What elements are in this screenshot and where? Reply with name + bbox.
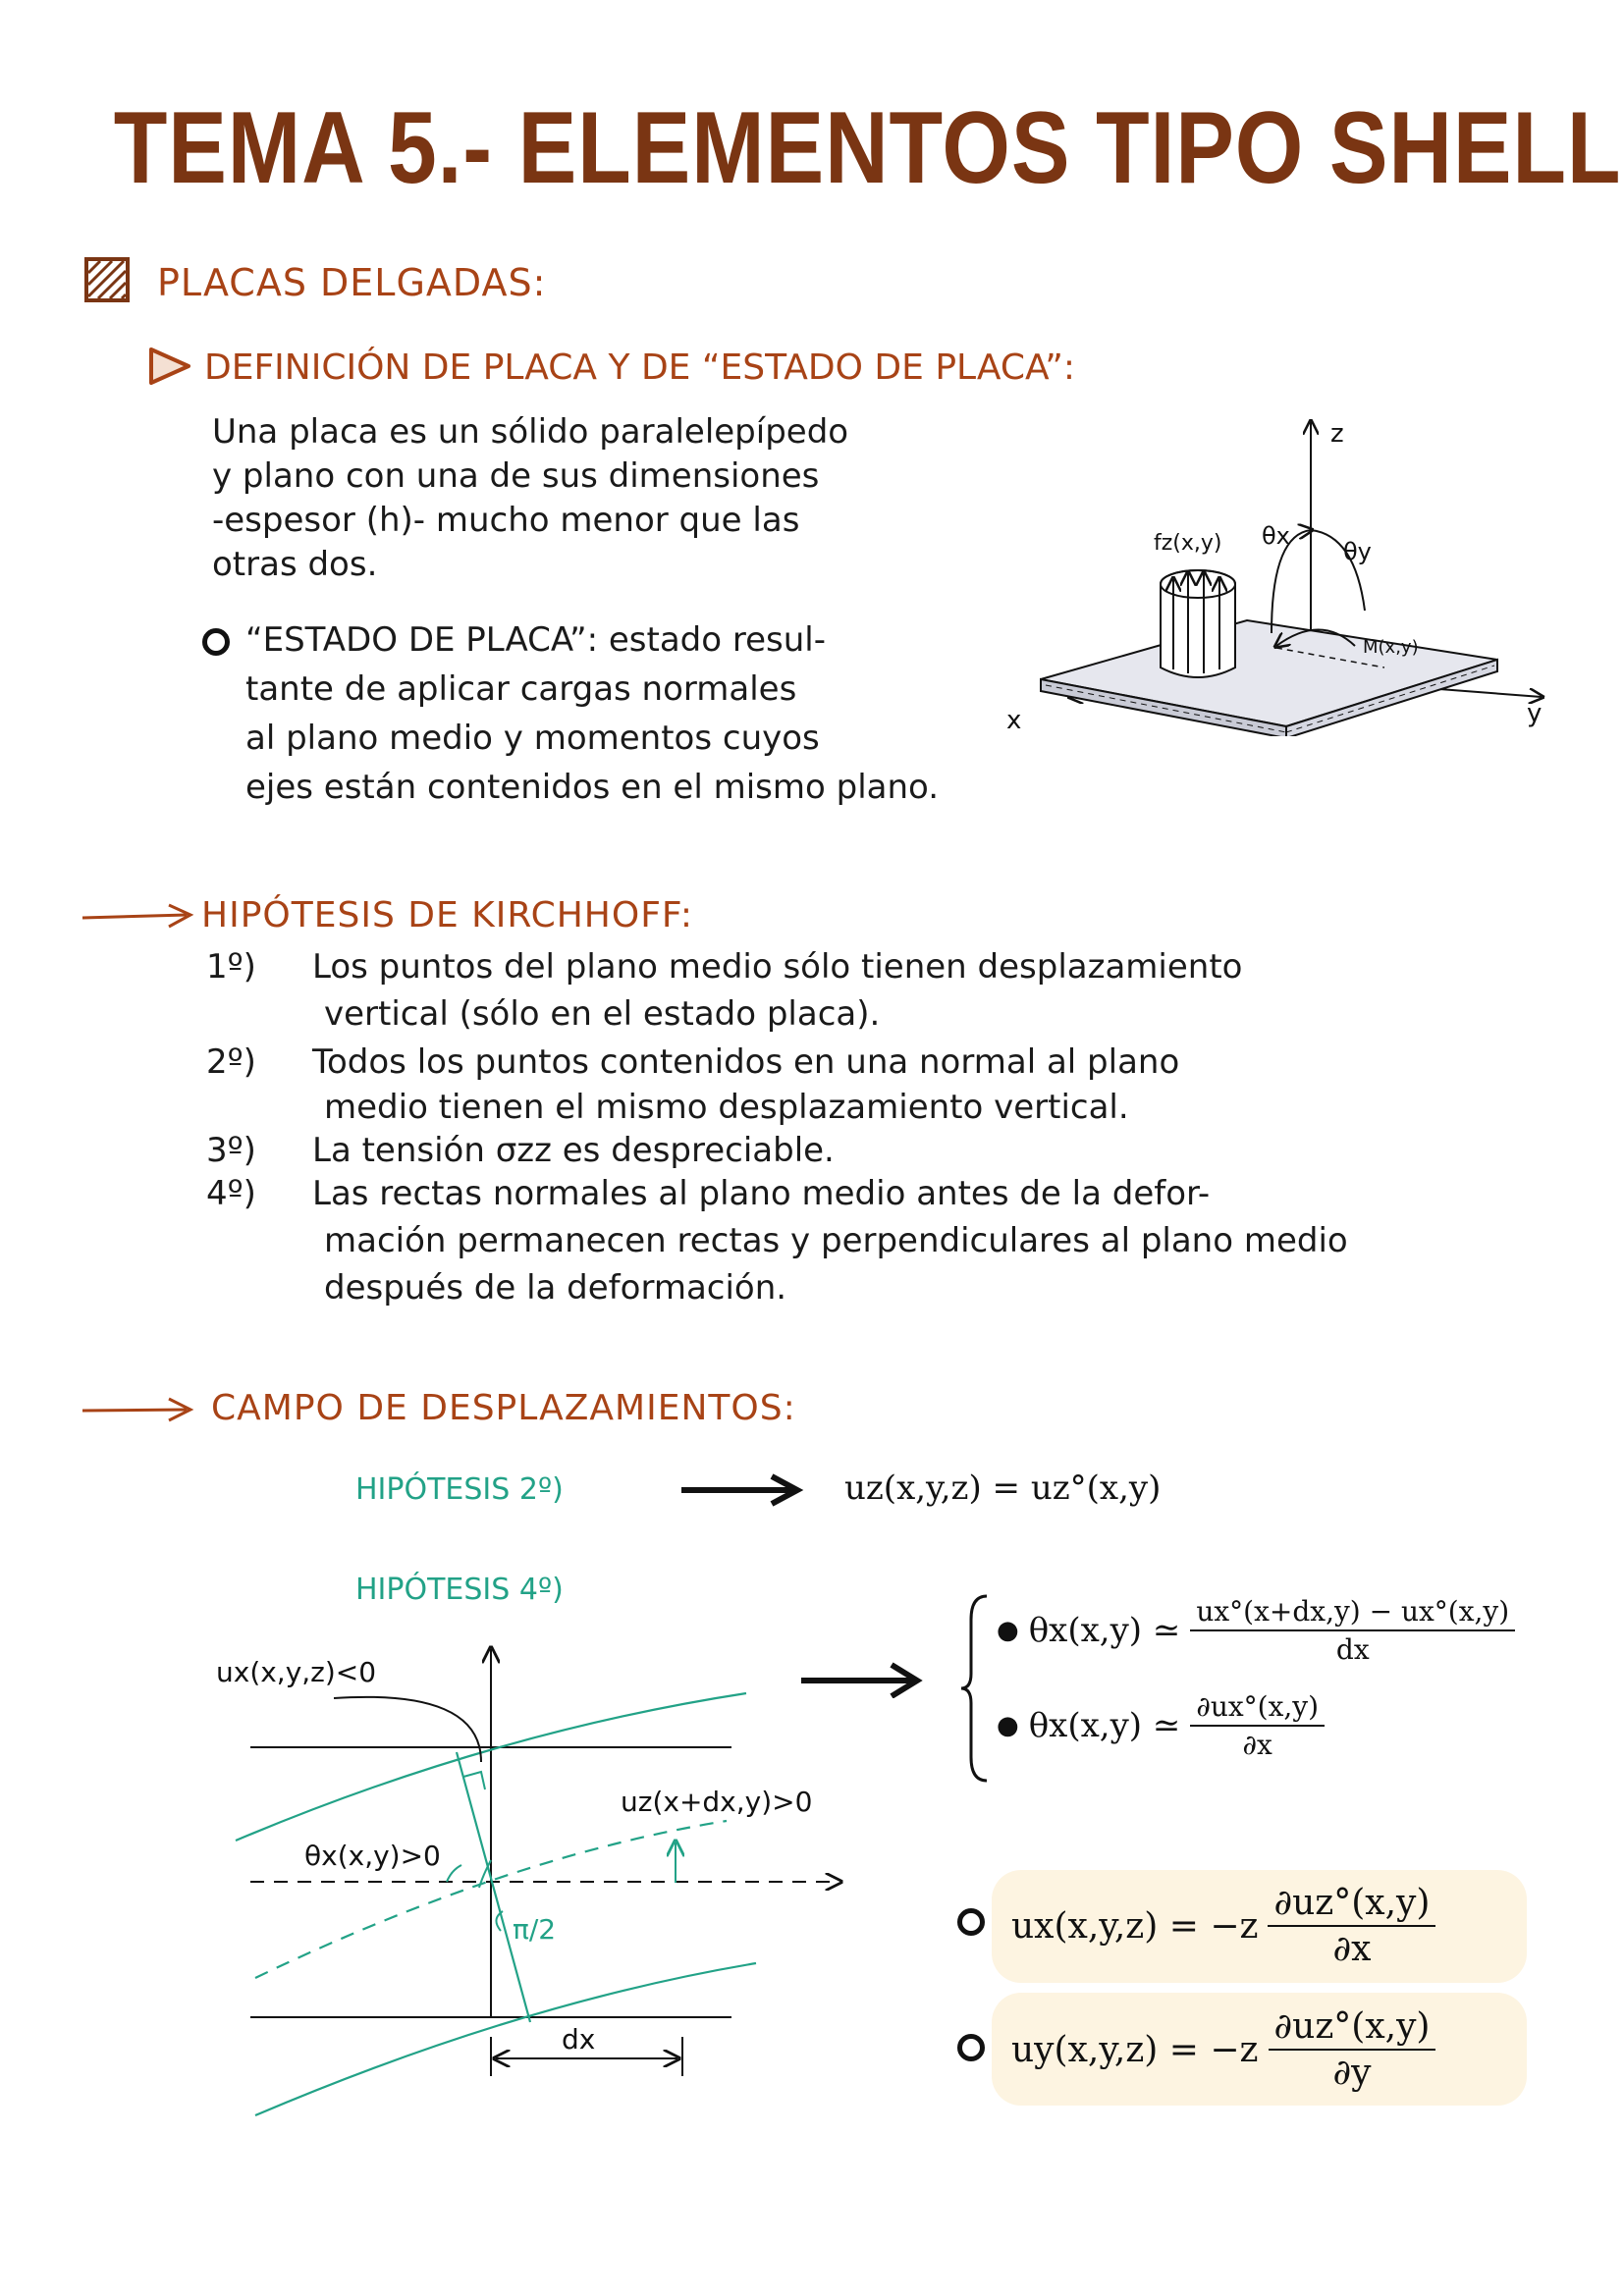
bullet-dot	[202, 628, 230, 656]
y-axis-label: y	[1527, 699, 1543, 728]
hypothesis-4-label: HIPÓTESIS 4º)	[355, 1573, 564, 1607]
uy-result-lhs: uy(x,y,z) = −z	[1011, 2029, 1259, 2070]
uy-result-numerator: ∂uz°(x,y)	[1269, 2006, 1436, 2051]
load-label: fz(x,y)	[1154, 531, 1222, 556]
plate-figure	[952, 402, 1581, 736]
hypothesis-number: 1º)	[206, 947, 256, 987]
campo-heading: CAMPO DE DESPLAZAMIENTOS:	[211, 1388, 796, 1428]
z-axis-label: z	[1330, 419, 1344, 449]
ux-result-equation	[1011, 1883, 1435, 1969]
bullet-dot	[957, 2034, 985, 2061]
uy-result-denominator: ∂y	[1332, 2053, 1372, 2093]
hypothesis-line: Las rectas normales al plano medio antes de la defor-	[312, 1174, 1211, 1213]
uy-result-fraction	[1269, 2006, 1436, 2093]
uz-label: uz(x+dx,y)>0	[621, 1786, 813, 1818]
hypothesis-line: Todos los puntos contenidos en una normal al plano	[312, 1042, 1180, 1082]
definition-line: Una placa es un sólido paralelepípedo	[212, 412, 849, 452]
section-placas-delgadas: PLACAS DELGADAS:	[157, 261, 547, 304]
hypothesis-line: mación permanecen rectas y perpendiculares al plano medio	[324, 1221, 1348, 1260]
definition-heading: DEFINICIÓN DE PLACA Y DE “ESTADO DE PLACA”:	[204, 347, 1076, 388]
theta-eq1-fraction	[1190, 1595, 1515, 1666]
pi-half-label: π/2	[513, 1913, 557, 1946]
arrow-right-icon	[677, 1472, 805, 1508]
page-title: TEMA 5.- ELEMENTOS TIPO SHELL	[113, 91, 1622, 205]
theta-x-label: θx(x,y)>0	[304, 1840, 441, 1872]
theta-eq2-lhs: θx(x,y) ≃	[1028, 1706, 1181, 1745]
ux-result-numerator: ∂uz°(x,y)	[1268, 1883, 1435, 1927]
theta-eq1-numerator: ux°(x+dx,y) − ux°(x,y)	[1190, 1595, 1515, 1631]
estado-placa-line: tante de aplicar cargas normales	[245, 669, 797, 709]
plate	[1041, 620, 1497, 726]
hatched-square-icon	[84, 257, 130, 302]
theta-x-label: θx	[1262, 522, 1290, 550]
moment-label: M(x,y)	[1363, 637, 1419, 658]
arrow-right-icon	[79, 903, 196, 933]
arrow-right-icon	[79, 1396, 196, 1425]
theta-equation-2: ● θx(x,y) ≃ $\frac{\partial ux^\circ(x,y)}{\partial x}$	[997, 1690, 1325, 1761]
hypothesis-line: vertical (sólo en el estado placa).	[324, 994, 881, 1034]
hypothesis-line: La tensión σzz es despreciable.	[312, 1131, 835, 1170]
definition-line: otras dos.	[212, 545, 378, 584]
estado-placa-line: “ESTADO DE PLACA”: estado resul-	[245, 620, 826, 660]
kirchhoff-heading: HIPÓTESIS DE KIRCHHOFF:	[201, 895, 693, 935]
hypothesis-number: 2º)	[206, 1042, 256, 1082]
theta-y-label: θy	[1343, 538, 1372, 565]
theta-eq2-denominator: ∂x	[1242, 1729, 1272, 1761]
hypothesis-number: 4º)	[206, 1174, 256, 1213]
theta-eq2-numerator: ∂ux°(x,y)	[1190, 1690, 1325, 1727]
ux-result-denominator: ∂x	[1332, 1929, 1372, 1969]
hypothesis-number: 3º)	[206, 1131, 256, 1170]
triangle-play-icon	[147, 346, 192, 387]
theta-eq2-fraction	[1190, 1690, 1325, 1761]
curly-brace	[957, 1590, 997, 1787]
estado-placa-line: al plano medio y momentos cuyos	[245, 719, 820, 758]
distributed-load-icon	[1161, 570, 1235, 677]
theta-eq1-lhs: θx(x,y) ≃	[1028, 1611, 1181, 1650]
hypothesis-2-label: HIPÓTESIS 2º)	[355, 1472, 564, 1507]
deformation-figure	[196, 1625, 884, 2135]
definition-line: -espesor (h)- mucho menor que las	[212, 501, 800, 540]
ux-label: ux(x,y,z)<0	[216, 1656, 377, 1688]
theta-eq1-denominator: dx	[1335, 1633, 1370, 1666]
arrow-right-icon	[797, 1659, 925, 1698]
bullet-dot	[957, 1908, 985, 1936]
definition-line: y plano con una de sus dimensiones	[212, 456, 820, 496]
theta-equation-1: ● θx(x,y) ≃ $\frac{ux^\circ(x+dx,y) - ux^\circ(x,y)}{dx}$	[997, 1595, 1515, 1666]
uz-equation: uz(x,y,z) = uz°(x,y)	[844, 1468, 1162, 1508]
rotated-normal	[457, 1752, 530, 2022]
ux-result-lhs: ux(x,y,z) = −z	[1011, 1905, 1259, 1947]
x-axis-label: x	[1006, 706, 1022, 735]
estado-placa-line: ejes están contenidos en el mismo plano.	[245, 768, 940, 807]
uy-result-equation	[1011, 2006, 1435, 2093]
ux-result-fraction	[1268, 1883, 1435, 1969]
hypothesis-line: medio tienen el mismo desplazamiento vertical.	[324, 1088, 1129, 1127]
hypothesis-line: después de la deformación.	[324, 1268, 787, 1308]
dx-label: dx	[562, 2023, 596, 2056]
hypothesis-line: Los puntos del plano medio sólo tienen desplazamiento	[312, 947, 1243, 987]
